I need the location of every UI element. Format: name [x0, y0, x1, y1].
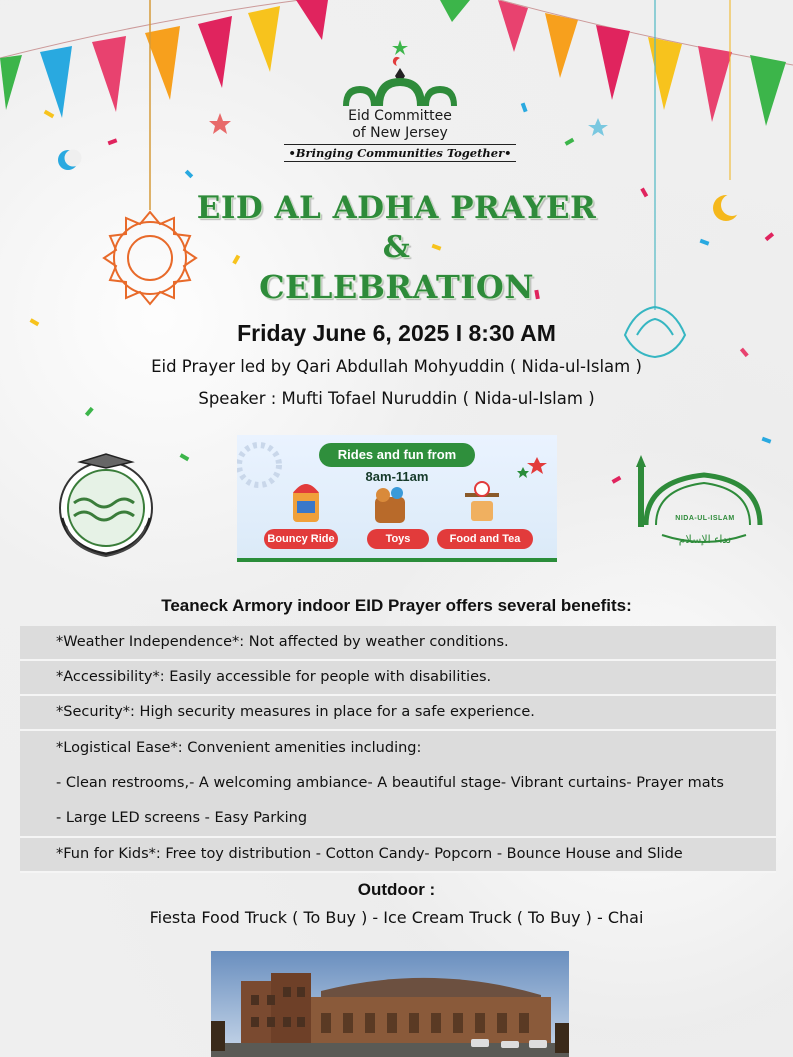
- rides-heading: Rides and fun from: [319, 443, 475, 467]
- benefits-list: [20, 626, 776, 873]
- bouncy-ride-label: Bouncy Ride: [264, 529, 338, 549]
- mosque-dome-icon: [335, 50, 465, 108]
- benefit-subrow: - Clean restrooms,- A welcoming ambiance- A beautiful stage- Vibrant curtains- Prayer mats: [20, 766, 776, 801]
- benefit-row: *Weather Independence*: Not affected by weather conditions.: [20, 626, 776, 661]
- outdoor-text: Fiesta Food Truck ( To Buy ) - Ice Cream Truck ( To Buy ) - Chai: [149, 908, 644, 927]
- rides-time: 8am-11am: [365, 469, 429, 484]
- outdoor-heading: Outdoor :: [357, 880, 436, 899]
- benefit-row: *Logistical Ease*: Convenient amenities including:: [20, 731, 776, 766]
- speaker: Speaker : Mufti Tofael Nuruddin ( Nida-ul-Islam ): [198, 389, 595, 408]
- islamic-organization-emblem: [50, 448, 162, 560]
- food-and-tea-label: Food and Tea: [437, 529, 533, 549]
- rides-and-fun-card: [237, 435, 557, 562]
- benefit-row: *Accessibility*: Easily accessible for people with disabilities.: [20, 661, 776, 696]
- nida-ul-islam-text: NIDA-UL-ISLAM: [675, 515, 735, 522]
- organization-logo: [270, 50, 530, 162]
- title-line1: EID AL ADHA PRAYER: [196, 190, 597, 226]
- benefit-row: *Fun for Kids*: Free toy distribution - Cotton Candy- Popcorn - Bounce House and Slide: [20, 838, 776, 873]
- toys-label: Toys: [367, 529, 429, 549]
- organization-tagline: •Bringing Communities Together•: [284, 144, 515, 162]
- nida-ul-islam-logo: [632, 453, 764, 553]
- organization-name-line1: Eid Committee: [348, 108, 452, 124]
- benefits-heading: Teaneck Armory indoor EID Prayer offers several benefits:: [161, 596, 632, 615]
- benefit-subrow: - Large LED screens - Easy Parking: [20, 801, 776, 838]
- title-line2: &: [382, 230, 411, 265]
- prayer-leader: Eid Prayer led by Qari Abdullah Mohyuddin ( Nida-ul-Islam ): [151, 357, 642, 376]
- nida-ul-islam-arabic: نداء الإسلام: [678, 533, 732, 546]
- title-line3: CELEBRATION: [259, 268, 534, 306]
- benefit-row: *Security*: High security measures in place for a safe experience.: [20, 696, 776, 731]
- event-date-time: Friday June 6, 2025 I 8:30 AM: [237, 320, 556, 346]
- organization-name-line2: of New Jersey: [352, 125, 448, 141]
- teaneck-armory-photo: [211, 951, 569, 1057]
